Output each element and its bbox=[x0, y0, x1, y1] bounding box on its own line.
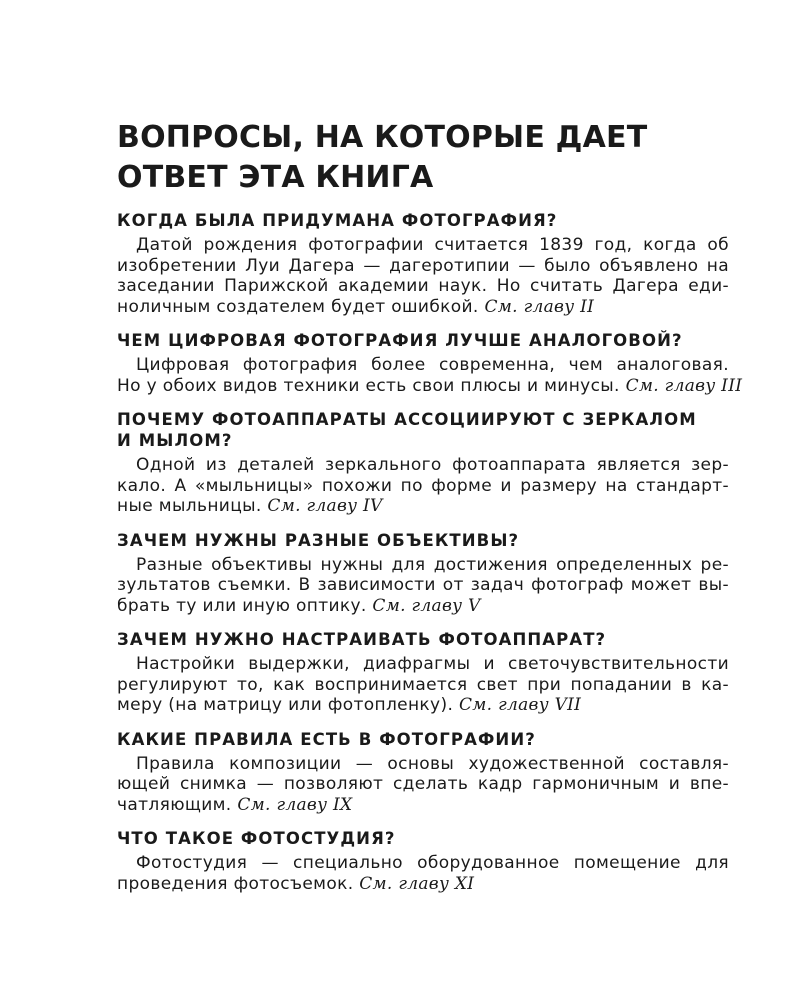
answer-line-text: заседании Парижской академии наук. Но считать Дагера еди- bbox=[117, 276, 729, 296]
answer-line bbox=[117, 774, 729, 795]
answer-line bbox=[117, 754, 729, 775]
answer-line bbox=[117, 297, 729, 318]
question-heading bbox=[117, 828, 729, 849]
answer-text bbox=[117, 455, 729, 517]
answer-line-text: Правила композиции — основы художественной составля- bbox=[136, 753, 729, 774]
answer-text bbox=[117, 355, 743, 396]
chapter-reference: См. главу IX bbox=[237, 794, 353, 815]
answer-line bbox=[117, 375, 743, 397]
question-line: ЗАЧЕМ НУЖНО НАСТРАИВАТЬ ФОТОАППАРАТ? bbox=[117, 630, 607, 649]
answer-line-text: Фотостудия — специально оборудованное помещение для bbox=[136, 853, 729, 873]
answer-line-text: ноличным создателем будет ошибкой. bbox=[117, 296, 479, 317]
answer-line-text: Но у обоих видов техники есть свои плюсы и минусы. bbox=[117, 375, 620, 396]
answer-line bbox=[117, 575, 729, 596]
question-line: КАКИЕ ПРАВИЛА ЕСТЬ В ФОТОГРАФИИ? bbox=[117, 729, 536, 749]
answer-line bbox=[117, 675, 729, 696]
question-heading bbox=[117, 330, 729, 351]
qa-item bbox=[117, 210, 729, 317]
answer-line-text: чатляющим. bbox=[117, 794, 232, 815]
answer-line bbox=[117, 235, 729, 256]
question-heading bbox=[117, 729, 729, 750]
answer-line-text: кало. А «мыльницы» похожи по форме и размеру на стандарт- bbox=[117, 475, 729, 496]
answer-line bbox=[117, 853, 729, 874]
answer-line bbox=[117, 496, 729, 517]
answer-text bbox=[117, 853, 729, 894]
chapter-reference: См. главу VII bbox=[458, 695, 582, 715]
question-heading bbox=[117, 530, 729, 551]
answer-line bbox=[117, 795, 729, 816]
answer-line-text: изобретении Луи Дагера — дагеротипии — было объявлено на bbox=[117, 255, 729, 276]
answer-line bbox=[117, 695, 729, 716]
answer-line bbox=[117, 874, 729, 895]
answer-line bbox=[117, 555, 729, 576]
answer-text bbox=[117, 754, 729, 816]
chapter-reference: См. главу II bbox=[484, 296, 595, 317]
answer-line bbox=[117, 455, 729, 476]
question-line: КОГДА БЫЛА ПРИДУМАНА ФОТОГРАФИЯ? bbox=[117, 211, 558, 230]
question-heading bbox=[117, 210, 729, 231]
qa-item bbox=[117, 629, 729, 716]
question-line: ЧЕМ ЦИФРОВАЯ ФОТОГРАФИЯ ЛУЧШЕ АНАЛОГОВОЙ? bbox=[117, 331, 683, 350]
question-line: ПОЧЕМУ ФОТОАППАРАТЫ АССОЦИИРУЮТ С ЗЕРКАЛОМ bbox=[117, 410, 697, 429]
qa-item bbox=[117, 330, 743, 396]
answer-line-text: ющей снимка — позволяют сделать кадр гармоничным и впе- bbox=[117, 774, 729, 794]
qa-item bbox=[117, 828, 729, 894]
answer-text bbox=[117, 555, 729, 617]
qa-item bbox=[117, 729, 729, 816]
answer-line-text: брать ту или иную оптику. bbox=[117, 595, 367, 616]
page-title-line: ОТВЕТ ЭТА КНИГА bbox=[117, 160, 434, 195]
question-line: ЧТО ТАКОЕ ФОТОСТУДИЯ? bbox=[117, 829, 396, 848]
qa-list bbox=[117, 210, 743, 894]
answer-line bbox=[117, 276, 729, 297]
qa-item bbox=[117, 409, 729, 517]
chapter-reference: См. главу XI bbox=[359, 873, 475, 894]
question-heading bbox=[117, 629, 729, 650]
page-title-line: ВОПРОСЫ, НА КОТОРЫЕ ДАЕТ bbox=[117, 120, 648, 155]
answer-line-text: ные мыльницы. bbox=[117, 496, 262, 516]
answer-line-text: Цифровая фотография более современна, чем аналоговая. bbox=[136, 355, 729, 375]
question-line: ЗАЧЕМ НУЖНЫ РАЗНЫЕ ОБЪЕКТИВЫ? bbox=[117, 530, 520, 550]
answer-line-text: Одной из деталей зеркального фотоаппарата является зер- bbox=[136, 455, 729, 475]
answer-line-text: меру (на матрицу или фотопленку). bbox=[117, 695, 454, 715]
question-heading bbox=[117, 409, 729, 451]
answer-line-text: Настройки выдержки, диафрагмы и светочувствительности bbox=[136, 654, 729, 674]
chapter-reference: См. главу III bbox=[625, 375, 743, 396]
book-page bbox=[117, 118, 743, 907]
answer-line-text: проведения фотосъемок. bbox=[117, 873, 354, 894]
chapter-reference: См. главу IV bbox=[267, 496, 383, 516]
answer-text bbox=[117, 235, 729, 317]
qa-item bbox=[117, 530, 729, 617]
answer-line-text: Датой рождения фотографии считается 1839 год, когда об bbox=[136, 235, 729, 255]
answer-line-text: зультатов съемки. В зависимости от задач фотограф может вы- bbox=[117, 575, 729, 595]
chapter-reference: См. главу V bbox=[372, 595, 481, 616]
page-title bbox=[117, 118, 729, 198]
answer-line bbox=[117, 596, 729, 617]
answer-line bbox=[117, 654, 729, 675]
answer-line bbox=[117, 256, 729, 277]
answer-text bbox=[117, 654, 729, 716]
answer-line-text: Разные объективы нужны для достижения определенных ре- bbox=[136, 554, 729, 575]
answer-line-text: регулируют то, как воспринимается свет при попадании в ка- bbox=[117, 674, 729, 695]
question-line: И МЫЛОМ? bbox=[117, 431, 233, 450]
answer-line bbox=[117, 476, 729, 497]
answer-line bbox=[117, 355, 729, 376]
